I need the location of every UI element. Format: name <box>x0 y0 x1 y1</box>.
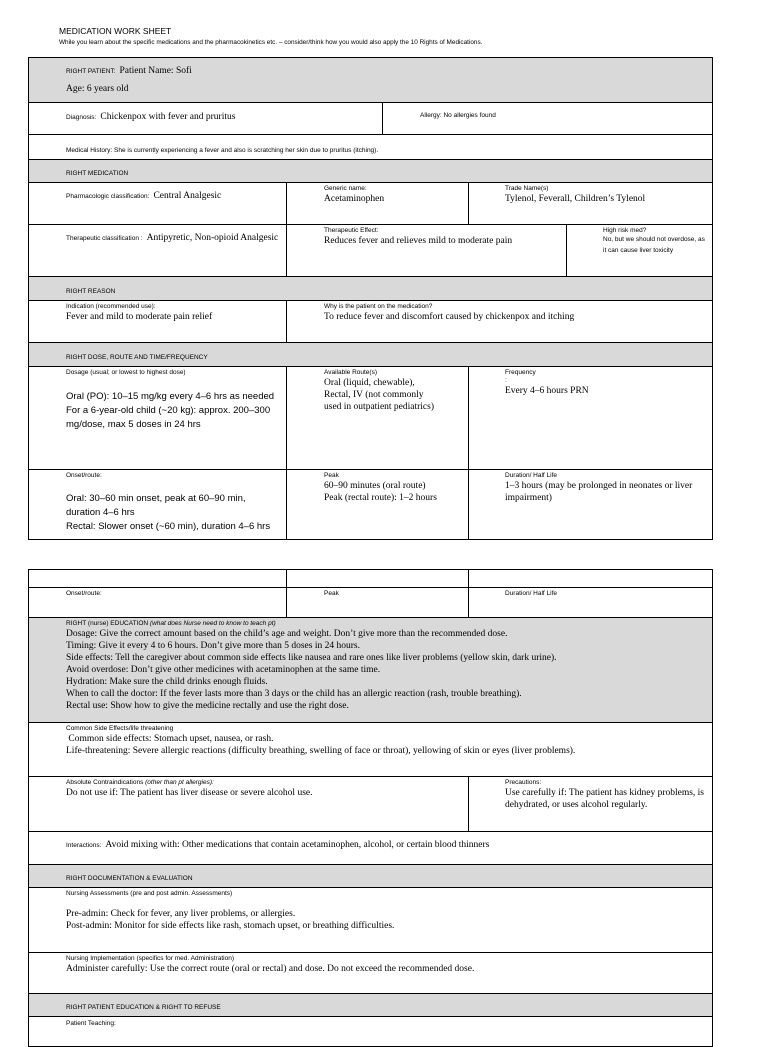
indication-cell <box>29 301 287 343</box>
frequency-colon: : <box>505 377 507 384</box>
duration-cell <box>469 470 713 540</box>
medical-history-cell <box>29 135 713 160</box>
high-risk-value: No, but we should not overdose, as it can cause liver toxicity <box>603 236 705 254</box>
diagnosis-value: Chickenpox with fever and pruritus <box>100 112 236 122</box>
education-line-5: Hydration: Make sure the child drinks enough fluids. <box>66 677 268 687</box>
pre-admin-assessment: Pre-admin: Check for fever, any liver problems, or allergies. <box>66 909 296 919</box>
education-line-1: Dosage: Give the correct amount based on the child’s age and weight. Don’t give more than the recommended dose. <box>66 629 508 639</box>
education-line-3: Side effects: Tell the caregiver about common side effects like nausea and rare ones like liver problems (yellow skin, dark urine). <box>66 653 557 663</box>
dosage-label: Dosage (usual; or lowest to highest dose) <box>66 369 186 376</box>
precautions-label: Precautions: <box>505 779 542 786</box>
peak-line1: 60–90 minutes (oral route) <box>324 481 426 491</box>
pharm-class-label: Pharmacologic classification: <box>66 193 150 200</box>
therapeutic-effect-value: Reduces fever and relieves mild to moderate pain <box>324 236 513 246</box>
trade-name-cell <box>469 183 713 225</box>
generic-name-label: Generic name: <box>324 185 367 192</box>
duration-value: 1–3 hours (may be prolonged in neonates or liver impairment) <box>505 481 693 503</box>
right-dose-label: RIGHT DOSE, ROUTE AND TIME/FREQUENCY <box>66 354 208 361</box>
blank-cell-2 <box>287 570 469 588</box>
therapeutic-class-label: Therapeutic classification : <box>66 235 143 242</box>
trade-name-value: Tylenol, Feverall, Children’s Tylenol <box>505 194 646 204</box>
why-label: Why is the patient on the medication? <box>324 303 433 310</box>
trade-name-label: Trade Name(s) <box>505 185 549 192</box>
post-admin-assessment: Post-admin: Monitor for side effects like rash, stomach upset, or breathing difficulties. <box>66 921 395 931</box>
high-risk-label: High risk med? <box>603 227 647 234</box>
precautions-cell <box>469 777 713 832</box>
precautions-value: Use carefully if: The patient has kidney problems, is dehydrated, or uses alcohol regularly. <box>505 788 705 810</box>
onset-label-p2: Onset/route: <box>66 590 102 597</box>
therapeutic-class-value: Antipyretic, Non-opioid Analgesic <box>146 233 279 243</box>
peak-cell <box>287 470 469 540</box>
education-line-2: Timing: Give it every 4 to 6 hours. Don’t give more than 5 doses in 24 hours. <box>66 641 360 651</box>
interactions-value: Avoid mixing with: Other medications that contain acetaminophen, alcohol, or certain blood thinners <box>105 840 490 850</box>
generic-name-value: Acetaminophen <box>324 194 385 204</box>
pharm-class-value: Central Analgesic <box>153 191 222 201</box>
nurse-education-cell <box>29 618 713 723</box>
dosage-cell <box>29 367 287 470</box>
peak-label-p2: Peak <box>324 590 339 597</box>
pharm-class-cell <box>29 183 287 225</box>
indication-value: Fever and mild to moderate pain relief <box>66 312 213 322</box>
dosage-line1: Oral (PO): 10–15 mg/kg every 4–6 hrs as needed <box>66 391 275 402</box>
onset-line1: Oral: 30–60 min onset, peak at 60–90 min, duration 4–6 hrs <box>66 493 246 518</box>
patient-age: Age: 6 years old <box>66 84 129 94</box>
education-line-6: When to call the doctor: If the fever lasts more than 3 days or the child has an allergic reaction (rash, trouble breathing). <box>66 689 522 699</box>
onset-cell-p2 <box>29 588 287 618</box>
frequency-label: Frequency <box>505 369 536 376</box>
right-medication-label: RIGHT MEDICATION <box>66 170 129 177</box>
diagnosis-cell <box>29 103 383 135</box>
education-line-7: Rectal use: Show how to give the medicine rectally and use the right dose. <box>66 701 349 711</box>
right-documentation-header <box>29 865 713 888</box>
peak-cell-p2 <box>287 588 469 618</box>
nursing-assessments-label: Nursing Assessments (pre and post admin. Assessments) <box>66 890 233 897</box>
blank-cell-1 <box>29 570 287 588</box>
interactions-cell <box>29 832 713 865</box>
patient-teaching-label: Patient Teaching: <box>66 1020 116 1027</box>
why-cell <box>287 301 713 343</box>
worksheet-title: MEDICATION WORK SHEET <box>59 26 172 36</box>
interactions-label: Interactions: <box>66 842 102 849</box>
right-patient-education-label: RIGHT PATIENT EDUCATION & RIGHT TO REFUSE <box>66 1004 221 1011</box>
indication-label: Indication (recommended use): <box>66 303 156 310</box>
allergy-cell <box>383 103 713 135</box>
routes-cell <box>287 367 469 470</box>
side-effects-life-threatening: Life-threatening: Severe allergic reactions (difficulty breathing, swelling of face or throat), yellowing of skin or eyes (liver problems). <box>66 746 576 756</box>
contraindications-label-italic: (other than pt allergies): <box>145 779 214 786</box>
nurse-education-label: RIGHT (nurse) EDUCATION <box>66 620 150 627</box>
worksheet-table-page2 <box>28 569 713 1047</box>
peak-line2: Peak (rectal route): 1–2 hours <box>324 493 437 503</box>
frequency-cell <box>469 367 713 470</box>
patient-name: Patient Name: Sofi <box>119 66 192 76</box>
patient-teaching-cell <box>29 1017 713 1047</box>
right-reason-header <box>29 277 713 301</box>
duration-label: Duration/ Half Life <box>505 472 558 479</box>
nursing-implementation-cell <box>29 953 713 994</box>
why-value: To reduce fever and discomfort caused by chickenpox and itching <box>324 312 575 322</box>
nursing-implementation-value: Administer carefully: Use the correct route (oral or rectal) and dose. Do not exceed the recommended dose. <box>66 964 475 974</box>
nurse-education-label-italic: (what does Nurse need to know to teach pt) <box>149 620 276 627</box>
diagnosis-label: Diagnosis: <box>66 114 97 121</box>
worksheet-table-page1 <box>28 57 713 540</box>
dosage-line2: For a 6-year-old child (~20 kg): approx. 200–300 mg/dose, max 5 doses in 24 hrs <box>66 405 271 430</box>
onset-line2: Rectal: Slower onset (~60 min), duration 4–6 hrs <box>66 521 271 532</box>
side-effects-label: Common Side Effects/life threatening <box>66 725 174 732</box>
right-dose-header <box>29 343 713 367</box>
right-patient-education-header <box>29 994 713 1017</box>
duration-label-p2: Duration/ Half Life <box>505 590 558 597</box>
side-effects-common: Common side effects: Stomach upset, nausea, or rash. <box>66 734 274 744</box>
contraindications-cell <box>29 777 469 832</box>
therapeutic-effect-cell <box>287 225 567 277</box>
contraindications-label: Absolute Contraindications <box>66 779 146 786</box>
therapeutic-effect-label: Therapeutic Effect: <box>324 227 379 234</box>
onset-label: Onset/route: <box>66 472 102 479</box>
education-line-4: Avoid overdose: Don’t give other medicines with acetaminophen at the same time. <box>66 665 381 675</box>
generic-name-cell <box>287 183 469 225</box>
allergy-value: Allergy: No allergies found <box>420 112 496 119</box>
right-patient-label: RIGHT PATIENT: <box>66 68 116 75</box>
routes-label: Available Route(s) <box>324 369 377 376</box>
right-reason-label: RIGHT REASON <box>66 288 116 295</box>
blank-cell-3 <box>469 570 713 588</box>
contraindications-value: Do not use if: The patient has liver disease or severe alcohol use. <box>66 788 313 798</box>
right-documentation-label: RIGHT DOCUMENTATION & EVALUATION <box>66 875 193 882</box>
worksheet-intro: While you learn about the specific medications and the pharmacokinetics etc. – consider/think how you would also apply the 10 Rights of Medications. <box>59 39 483 46</box>
nursing-assessments-cell <box>29 888 713 953</box>
side-effects-cell <box>29 723 713 777</box>
routes-value: Oral (liquid, chewable), Rectal, IV (not commonly used in outpatient pediatrics) <box>324 378 435 412</box>
frequency-value: Every 4–6 hours PRN <box>505 386 589 396</box>
peak-label: Peak <box>324 472 339 479</box>
right-medication-header <box>29 160 713 183</box>
therapeutic-class-cell <box>29 225 287 277</box>
onset-cell <box>29 470 287 540</box>
right-patient-cell <box>29 58 713 103</box>
high-risk-cell <box>567 225 713 277</box>
medical-history-value: Medical History: She is currently experiencing a fever and also is scratching her skin due to pruritus (itching). <box>66 147 379 154</box>
nursing-implementation-label: Nursing Implementation (specifics for med. Administration) <box>66 955 234 962</box>
duration-cell-p2 <box>469 588 713 618</box>
